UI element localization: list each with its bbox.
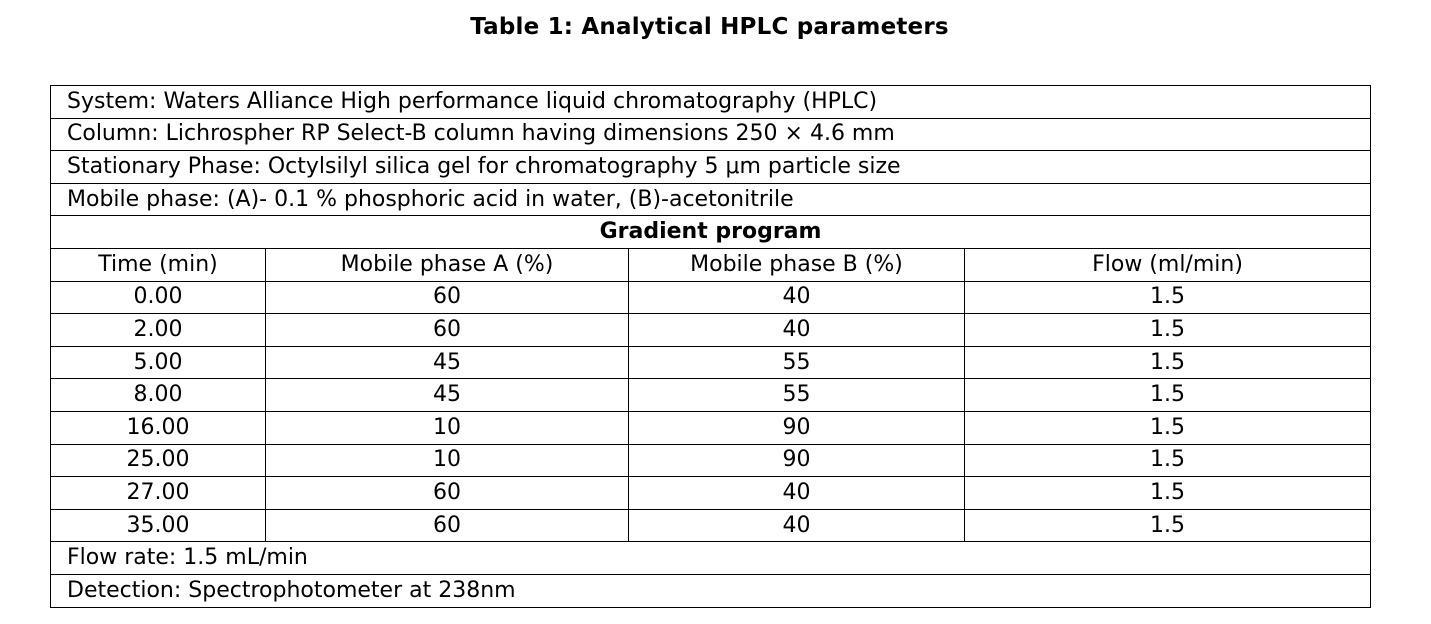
cell-flow: 1.5 bbox=[965, 281, 1371, 314]
cell-mobile-phase-a: 60 bbox=[266, 314, 629, 347]
detection-parameter: Detection: Spectrophotometer at 238nm bbox=[51, 574, 1371, 607]
column-header-mobile-phase-b: Mobile phase B (%) bbox=[629, 248, 965, 281]
cell-flow: 1.5 bbox=[965, 477, 1371, 510]
cell-time: 35.00 bbox=[51, 509, 266, 542]
cell-flow: 1.5 bbox=[965, 314, 1371, 347]
stationary-phase-parameter: Stationary Phase: Octylsilyl silica gel for chromatography 5 μm particle size bbox=[51, 151, 1371, 184]
system-parameter: System: Waters Alliance High performance liquid chromatography (HPLC) bbox=[51, 86, 1371, 119]
table-row bbox=[51, 281, 1371, 314]
table-row bbox=[51, 477, 1371, 510]
cell-mobile-phase-a: 45 bbox=[266, 379, 629, 412]
cell-mobile-phase-a: 45 bbox=[266, 346, 629, 379]
cell-mobile-phase-b: 55 bbox=[629, 346, 965, 379]
cell-mobile-phase-b: 55 bbox=[629, 379, 965, 412]
cell-mobile-phase-a: 10 bbox=[266, 444, 629, 477]
mobile-phase-parameter: Mobile phase: (A)- 0.1 % phosphoric acid in water, (B)-acetonitrile bbox=[51, 183, 1371, 216]
cell-time: 16.00 bbox=[51, 411, 266, 444]
cell-mobile-phase-b: 40 bbox=[629, 477, 965, 510]
table-row bbox=[51, 379, 1371, 412]
table-row bbox=[51, 118, 1371, 151]
column-header-time: Time (min) bbox=[51, 248, 266, 281]
cell-time: 5.00 bbox=[51, 346, 266, 379]
cell-time: 8.00 bbox=[51, 379, 266, 412]
table-row bbox=[51, 151, 1371, 184]
cell-flow: 1.5 bbox=[965, 379, 1371, 412]
table-row bbox=[51, 346, 1371, 379]
table-title: Table 1: Analytical HPLC parameters bbox=[470, 14, 949, 40]
cell-mobile-phase-b: 40 bbox=[629, 281, 965, 314]
column-parameter: Column: Lichrospher RP Select-B column having dimensions 250 × 4.6 mm bbox=[51, 118, 1371, 151]
table-row bbox=[51, 86, 1371, 119]
cell-time: 0.00 bbox=[51, 281, 266, 314]
table-row bbox=[51, 542, 1371, 575]
flow-rate-parameter: Flow rate: 1.5 mL/min bbox=[51, 542, 1371, 575]
table-header-row bbox=[51, 248, 1371, 281]
cell-time: 2.00 bbox=[51, 314, 266, 347]
table-row bbox=[51, 411, 1371, 444]
cell-mobile-phase-a: 10 bbox=[266, 411, 629, 444]
table-row bbox=[51, 509, 1371, 542]
cell-mobile-phase-a: 60 bbox=[266, 281, 629, 314]
cell-flow: 1.5 bbox=[965, 509, 1371, 542]
cell-mobile-phase-b: 90 bbox=[629, 411, 965, 444]
hplc-parameters-table bbox=[50, 85, 1371, 608]
cell-mobile-phase-a: 60 bbox=[266, 477, 629, 510]
table-row bbox=[51, 574, 1371, 607]
cell-flow: 1.5 bbox=[965, 411, 1371, 444]
column-header-flow: Flow (ml/min) bbox=[965, 248, 1371, 281]
cell-mobile-phase-b: 40 bbox=[629, 509, 965, 542]
cell-time: 27.00 bbox=[51, 477, 266, 510]
cell-flow: 1.5 bbox=[965, 444, 1371, 477]
cell-mobile-phase-b: 90 bbox=[629, 444, 965, 477]
table-row bbox=[51, 183, 1371, 216]
cell-mobile-phase-a: 60 bbox=[266, 509, 629, 542]
cell-mobile-phase-b: 40 bbox=[629, 314, 965, 347]
cell-flow: 1.5 bbox=[965, 346, 1371, 379]
cell-time: 25.00 bbox=[51, 444, 266, 477]
gradient-program-heading: Gradient program bbox=[51, 216, 1371, 249]
table-row bbox=[51, 216, 1371, 249]
table-row bbox=[51, 314, 1371, 347]
table-row bbox=[51, 444, 1371, 477]
column-header-mobile-phase-a: Mobile phase A (%) bbox=[266, 248, 629, 281]
